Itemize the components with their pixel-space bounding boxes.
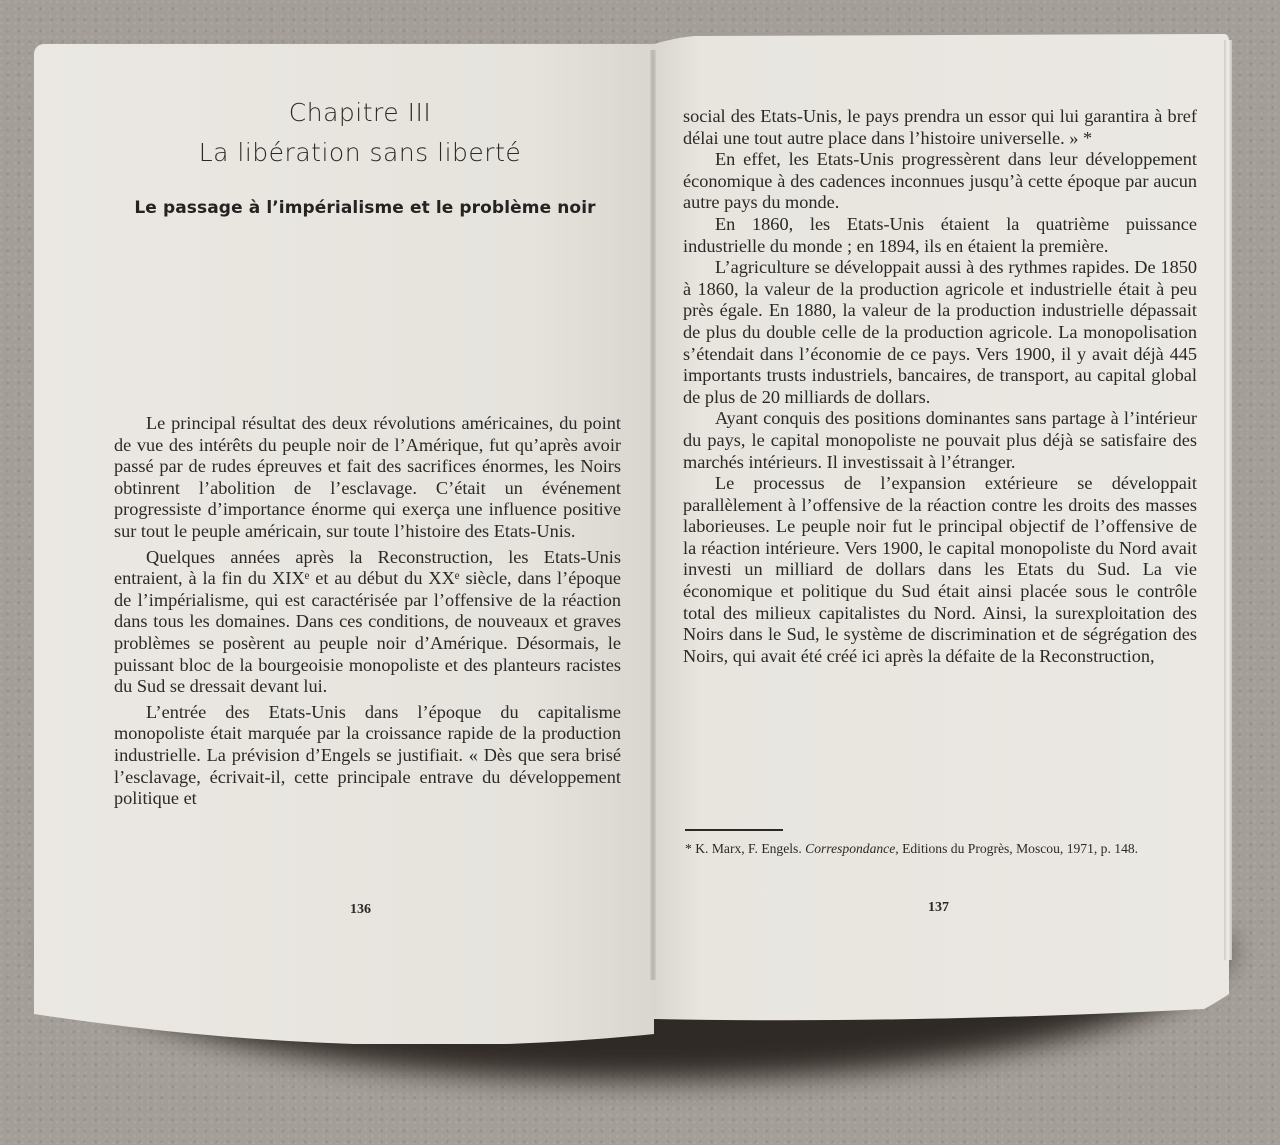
footnote-divider <box>685 829 783 831</box>
footnote-authors: K. Marx, F. Engels. <box>695 841 802 856</box>
paragraph-continued: social des Etats-Unis, le pays prendra un essor qui lui garantira à bref délai une tout autre place dans l’histoire universelle. » * <box>683 106 1197 148</box>
page-number-right: 137 <box>928 900 949 915</box>
footnote-publisher: Editions du Progrès, Moscou, 1971, p. 148. <box>902 841 1139 856</box>
section-title: Le passage à l’impérialisme et le problème noir <box>134 198 596 218</box>
paragraph: L’entrée des Etats-Unis dans l’époque du capitalisme monopoliste était marquée par la croissance rapide de la production industrielle. La prévision d’Engels se justifiait. « Dès que sera brisé l’esclavage, écrivait-il, cette principale entrave du développement politique et <box>114 701 621 809</box>
right-page-body <box>683 106 1197 667</box>
book-gutter <box>650 50 656 980</box>
chapter-number: Chapitre III <box>288 98 432 127</box>
footnote-marker: * <box>685 841 692 856</box>
paragraph: Quelques années après la Reconstruction, les Etats-Unis entraient, à la fin du XIXᵉ et au début du XXᵉ siècle, dans l’époque de l’impérialisme, qui est caractérisée par l’offensive de la réaction dans tous les domaines. Dans ces conditions, de nouveaux et graves problèmes se posèrent au peuple noir d’Amérique. Désormais, le puissant bloc de la bourgeoisie monopoliste et des planteurs racistes du Sud se dressait devant lui. <box>114 546 621 697</box>
paragraph: En effet, les Etats-Unis progressèrent dans leur développement économique à des cadences inconnues jusqu’à cette époque par aucun autre pays du monde. <box>683 149 1197 213</box>
paragraph: Ayant conquis des positions dominantes sans partage à l’intérieur du pays, le capital monopoliste ne pouvait plus déjà se satisfaire des marchés intérieurs. Il investissait à l’étranger. <box>683 408 1197 472</box>
paragraph: En 1860, les Etats-Unis étaient la quatrième puissance industrielle du monde ; en 1894, ils en étaient la première. <box>683 213 1197 256</box>
paragraph: Le principal résultat des deux révolutions américaines, du point de vue des intérêts du peuple noir de l’Amérique, fut qu’après avoir passé par de rudes épreuves et fait des sacrifices énormes, les Noirs obtinrent l’abolition de l’esclavage. C’était un événement progressiste d’importance énorme qui exerça une influence positive sur tout le peuple américain, sur toute l’histoire des Etats-Unis. <box>114 413 621 541</box>
footnote <box>685 840 1200 857</box>
paragraph: Le processus de l’expansion extérieure se développait parallèlement à l’offensive de la réaction contre les droits des masses laborieuses. Le peuple noir fut le principal objectif de l’offensive de la réaction intérieure. Vers 1900, le capital monopoliste du Nord avait investi un milliard de dollars dans les Etats du Sud. La vie économique et politique du Sud était ainsi placée sous le contrôle total des milieux capitalistes du Nord. Ainsi, la surexploitation des Noirs dans le Sud, le système de discrimination et de ségrégation des Noirs, qui avait été créé ici après la défaite de la Reconstruction, <box>683 473 1197 666</box>
page-stack-edge <box>1224 40 1232 960</box>
chapter-title: La libération sans liberté <box>198 138 522 167</box>
footnote-title: Correspondance, <box>805 841 899 856</box>
page-number-left: 136 <box>350 902 371 917</box>
left-page-body <box>114 413 621 814</box>
paragraph: L’agriculture se développait aussi à des rythmes rapides. De 1850 à 1860, la valeur de la production agricole et industrielle était à peu près égale. En 1880, la valeur de la production industrielle dépassait de plus du double celle de la production agricole. La monopolisation s’étendait dans l’économie de ce pays. Vers 1900, il y avait déjà 445 importants trusts industriels, bancaires, de transport, au capital global de plus de 20 milliards de dollars. <box>683 257 1197 407</box>
chapter-heading <box>140 96 580 172</box>
